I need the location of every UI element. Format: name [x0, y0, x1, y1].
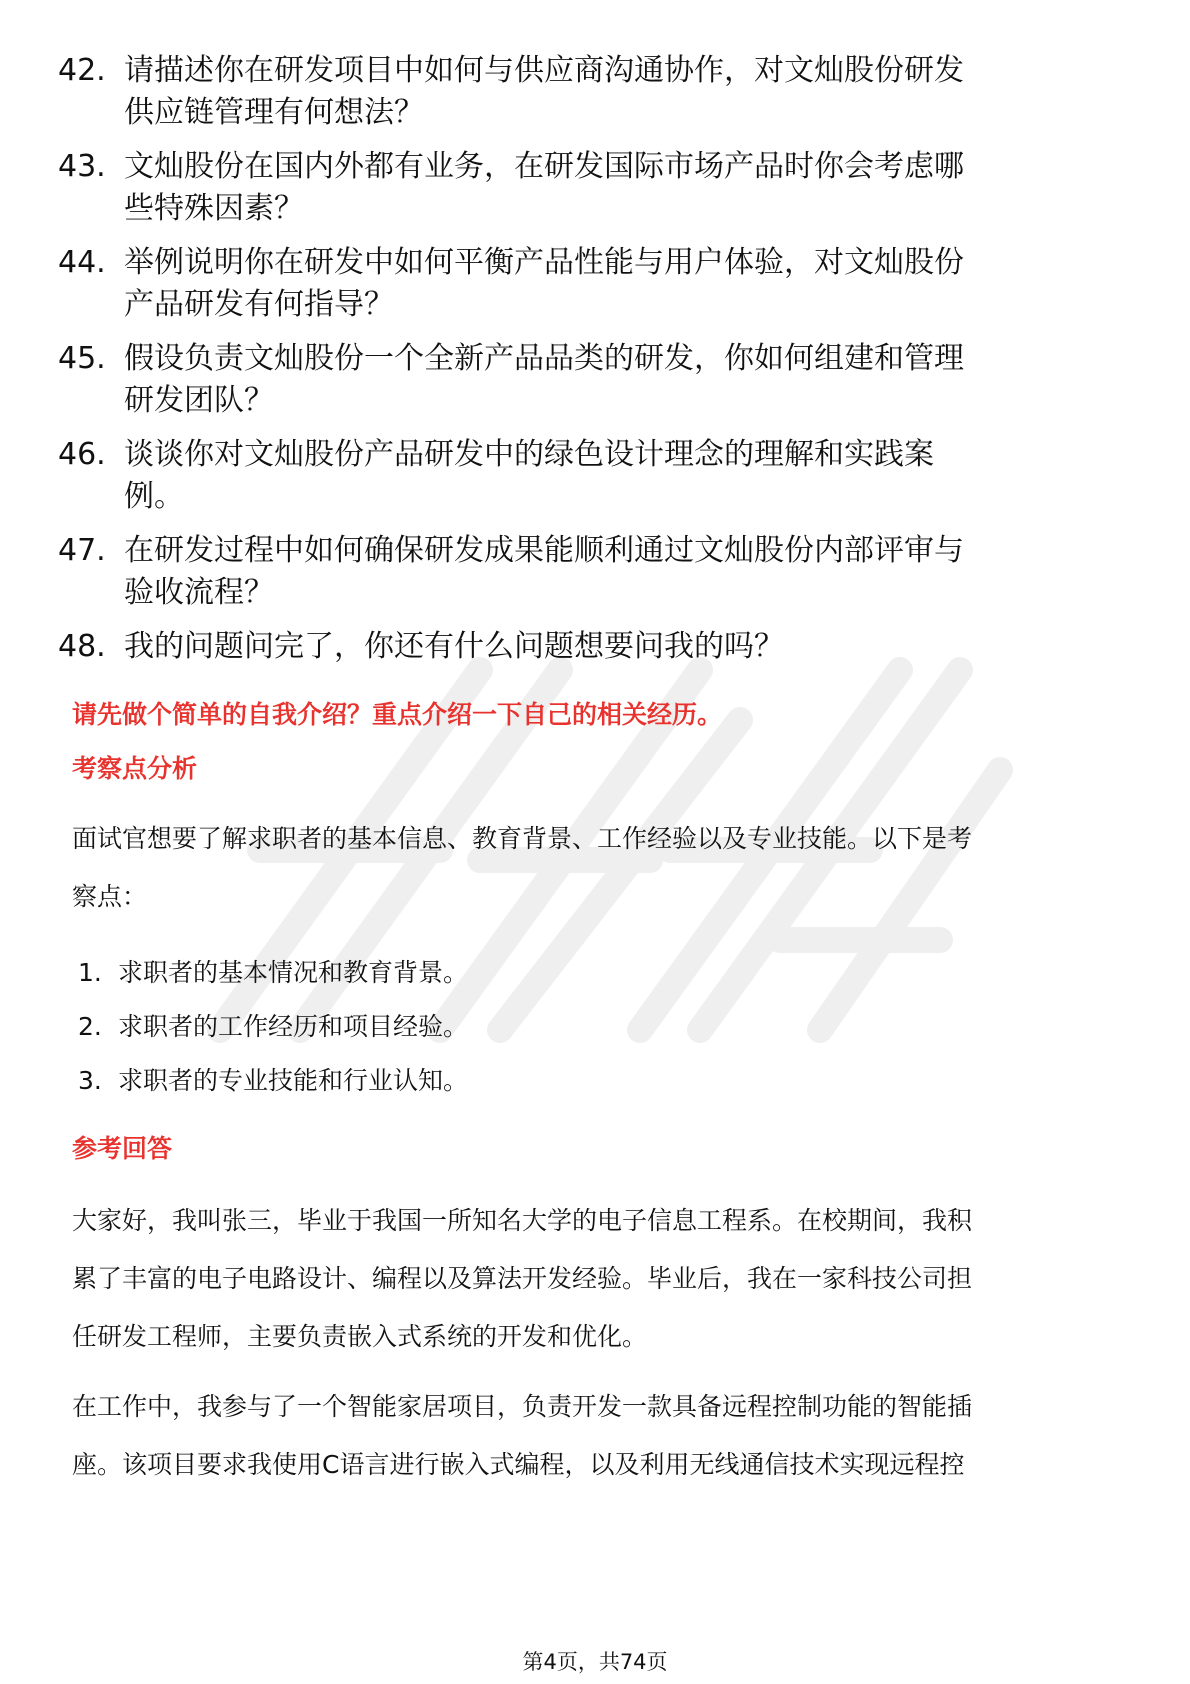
- question-number: 47.: [58, 533, 106, 568]
- question-number: 43.: [58, 149, 106, 184]
- list-number: 3.: [78, 1066, 102, 1095]
- list-number: 1.: [78, 958, 102, 987]
- question-text-line: 些特殊因素？: [124, 191, 304, 226]
- question-text-line: 谈谈你对文灿股份产品研发中的绿色设计理念的理解和实践案: [124, 437, 934, 472]
- question-text-line: 请描述你在研发项目中如何与供应商沟通协作，对文灿股份研发: [124, 53, 964, 88]
- question-text-line: 假设负责文灿股份一个全新产品品类的研发，你如何组建和管理: [124, 341, 964, 376]
- paragraph-line: 座。该项目要求我使用C语言进行嵌入式编程，以及利用无线通信技术实现远程控: [72, 1450, 965, 1479]
- question-number: 44.: [58, 245, 106, 280]
- question-number: 45.: [58, 341, 106, 376]
- question-text-line: 供应链管理有何想法？: [124, 95, 424, 130]
- answer-paragraph: [72, 1192, 1124, 1366]
- question-number: 46.: [58, 437, 106, 472]
- list-text: 求职者的工作经历和项目经验。: [118, 1012, 469, 1041]
- question-number: 48.: [58, 629, 106, 664]
- question-text-line: 研发团队？: [124, 383, 274, 418]
- question-number: 42.: [58, 53, 106, 88]
- paragraph-line: 任研发工程师，主要负责嵌入式系统的开发和优化。: [72, 1322, 648, 1351]
- page-footer: 第4页，共74页: [522, 1650, 668, 1674]
- analysis-heading: 考察点分析: [72, 754, 198, 783]
- paragraph-line: 面试官想要了解求职者的基本信息、教育背景、工作经验以及专业技能。以下是考: [72, 824, 973, 853]
- list-text: 求职者的基本情况和教育背景。: [118, 958, 469, 987]
- question-text-line: 产品研发有何指导？: [124, 287, 394, 322]
- question-text-line: 验收流程？: [124, 575, 274, 610]
- paragraph-line: 累了丰富的电子电路设计、编程以及算法开发经验。毕业后，我在一家科技公司担: [72, 1264, 973, 1293]
- paragraph-line: 在工作中，我参与了一个智能家居项目，负责开发一款具备远程控制功能的智能插: [72, 1392, 973, 1421]
- question-text-line: 我的问题问完了，你还有什么问题想要问我的吗？: [124, 629, 784, 664]
- question-text-line: 文灿股份在国内外都有业务，在研发国际市场产品时你会考虑哪: [124, 149, 964, 184]
- paragraph-line: 察点：: [72, 882, 148, 911]
- question-text-line: 举例说明你在研发中如何平衡产品性能与用户体验，对文灿股份: [124, 245, 964, 280]
- answer-heading: 参考回答: [72, 1134, 173, 1163]
- list-number: 2.: [78, 1012, 102, 1041]
- section-title: 请先做个简单的自我介绍？重点介绍一下自己的相关经历。: [72, 700, 723, 729]
- question-text-line: 例。: [124, 479, 184, 514]
- answer-paragraph: [72, 1378, 1124, 1494]
- paragraph-line: 大家好，我叫张三，毕业于我国一所知名大学的电子信息工程系。在校期间，我积: [72, 1206, 973, 1235]
- question-text-line: 在研发过程中如何确保研发成果能顺利通过文灿股份内部评审与: [124, 533, 964, 568]
- analysis-paragraph: [72, 810, 1124, 926]
- list-text: 求职者的专业技能和行业认知。: [118, 1066, 469, 1095]
